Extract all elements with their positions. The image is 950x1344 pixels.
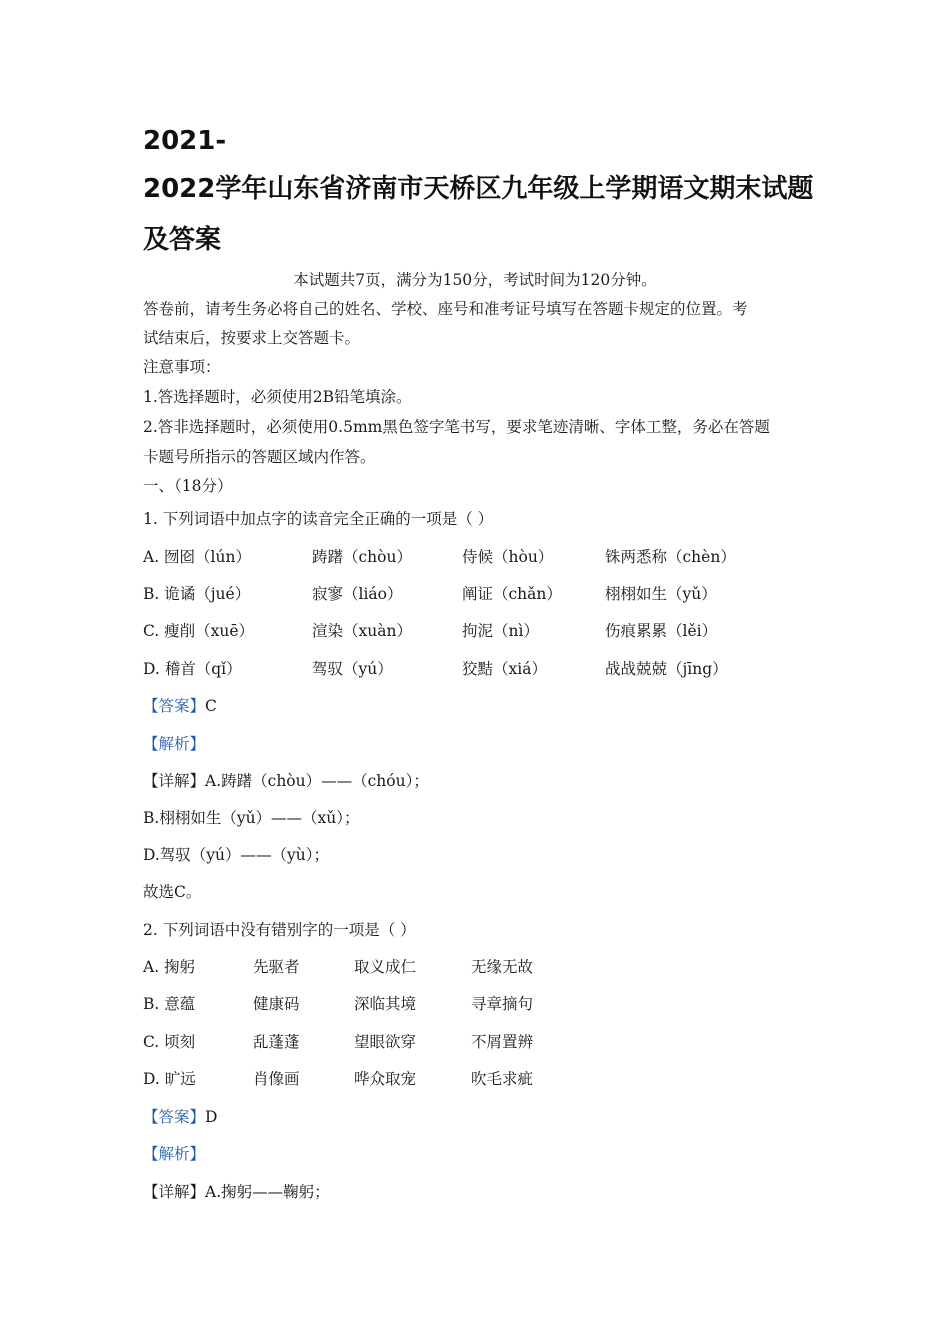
q2-analysis-tag: 【解析】	[143, 1145, 206, 1163]
note-1: 1.答选择题时，必须使用2B铅笔填涂。	[143, 388, 412, 406]
q2-option-d-1: D. 旷远	[143, 1070, 196, 1088]
q1-option-a-3: 侍候（hòu）	[462, 548, 554, 566]
q1-answer	[143, 696, 217, 716]
q1-option-a-2: 踌躇（chòu）	[312, 548, 412, 566]
q1-detail-3: D.驾驭（yú）——（yù）；	[143, 846, 330, 864]
note-2-line-2: 卡题号所指示的答题区域内作答。	[143, 448, 376, 466]
instructions-line-1: 答卷前，请考生务必将自己的姓名、学校、座号和准考证号填写在答题卡规定的位置。考	[143, 300, 748, 318]
answer-tag: 【答案】	[143, 697, 206, 715]
q1-detail-2: B.栩栩如生（yǔ）——（xǔ）；	[143, 809, 360, 827]
q2-option-d-4: 吹毛求疵	[471, 1070, 534, 1088]
q2-detail-1	[143, 1182, 330, 1202]
q1-option-b-3: 阐证（chǎn）	[462, 585, 562, 603]
exam-summary: 本试题共7页，满分为150分，考试时间为120分钟。	[293, 271, 657, 289]
q1-option-c-1: C. 瘦削（xuē）	[143, 622, 255, 640]
q1-option-b-2: 寂寥（liáo）	[312, 585, 403, 603]
q2-option-c-2: 乱蓬蓬	[253, 1033, 300, 1051]
q1-option-b-1: B. 诡谲（jué）	[143, 585, 251, 603]
notes-heading: 注意事项：	[143, 358, 221, 376]
detail-text: A.踌躇（chòu）——（chóu）；	[205, 772, 429, 790]
q2-option-a-4: 无缘无故	[471, 958, 534, 976]
instructions-line-2: 试结束后，按要求上交答题卡。	[143, 329, 361, 347]
q1-conclusion: 故选C。	[143, 883, 202, 901]
title-line-1: 2021-	[143, 126, 227, 156]
q1-analysis-tag: 【解析】	[143, 735, 206, 753]
detail-tag: 【详解】	[143, 772, 206, 790]
q1-option-a-4: 铢两悉称（chèn）	[605, 548, 736, 566]
question-1-stem: 1. 下列词语中加点字的读音完全正确的一项是（ ）	[143, 510, 494, 528]
q1-option-c-2: 渲染（xuàn）	[312, 622, 412, 640]
question-2-stem: 2. 下列词语中没有错别字的一项是（ ）	[143, 921, 416, 939]
title-line-3: 及答案	[143, 225, 222, 255]
answer-tag: 【答案】	[143, 1108, 206, 1126]
detail-text: A.掬躬——鞠躬；	[205, 1183, 330, 1201]
q1-option-b-4: 栩栩如生（yǔ）	[605, 585, 717, 603]
q2-option-d-2: 肖像画	[253, 1070, 300, 1088]
q2-option-a-3: 取义成仁	[354, 958, 417, 976]
q2-option-c-1: C. 顷刻	[143, 1033, 196, 1051]
q1-option-d-3: 狡黠（xiá）	[462, 660, 547, 678]
q2-option-b-4: 寻章摘句	[471, 995, 534, 1013]
q2-option-a-1: A. 掬躬	[143, 958, 196, 976]
q1-option-c-3: 拘泥（nì）	[462, 622, 539, 640]
note-2-line-1: 2.答非选择题时，必须使用0.5mm黑色签字笔书写，要求笔迹清晰、字体工整，务必在答题	[143, 418, 770, 436]
section-heading: 一、（18分）	[143, 477, 233, 495]
detail-tag: 【详解】	[143, 1183, 206, 1201]
q1-option-d-1: D. 稽首（qǐ）	[143, 660, 242, 678]
q1-option-d-4: 战战兢兢（jīng）	[605, 660, 728, 678]
q2-answer	[143, 1107, 217, 1127]
q1-option-d-2: 驾驭（yú）	[312, 660, 393, 678]
q2-option-b-1: B. 意蕴	[143, 995, 196, 1013]
title-line-2: 2022学年山东省济南市天桥区九年级上学期语文期末试题	[143, 174, 814, 204]
q1-detail-1	[143, 771, 429, 791]
q2-option-d-3: 哗众取宠	[354, 1070, 417, 1088]
q2-option-b-3: 深临其境	[354, 995, 417, 1013]
q1-option-a-1: A. 囫囵（lún）	[143, 548, 251, 566]
q2-option-c-4: 不屑置辨	[471, 1033, 534, 1051]
q2-option-a-2: 先驱者	[253, 958, 300, 976]
q2-option-c-3: 望眼欲穿	[354, 1033, 417, 1051]
q1-option-c-4: 伤痕累累（lěi）	[605, 622, 718, 640]
answer-value: D	[205, 1108, 218, 1126]
q2-option-b-2: 健康码	[253, 995, 300, 1013]
answer-value: C	[205, 697, 217, 715]
